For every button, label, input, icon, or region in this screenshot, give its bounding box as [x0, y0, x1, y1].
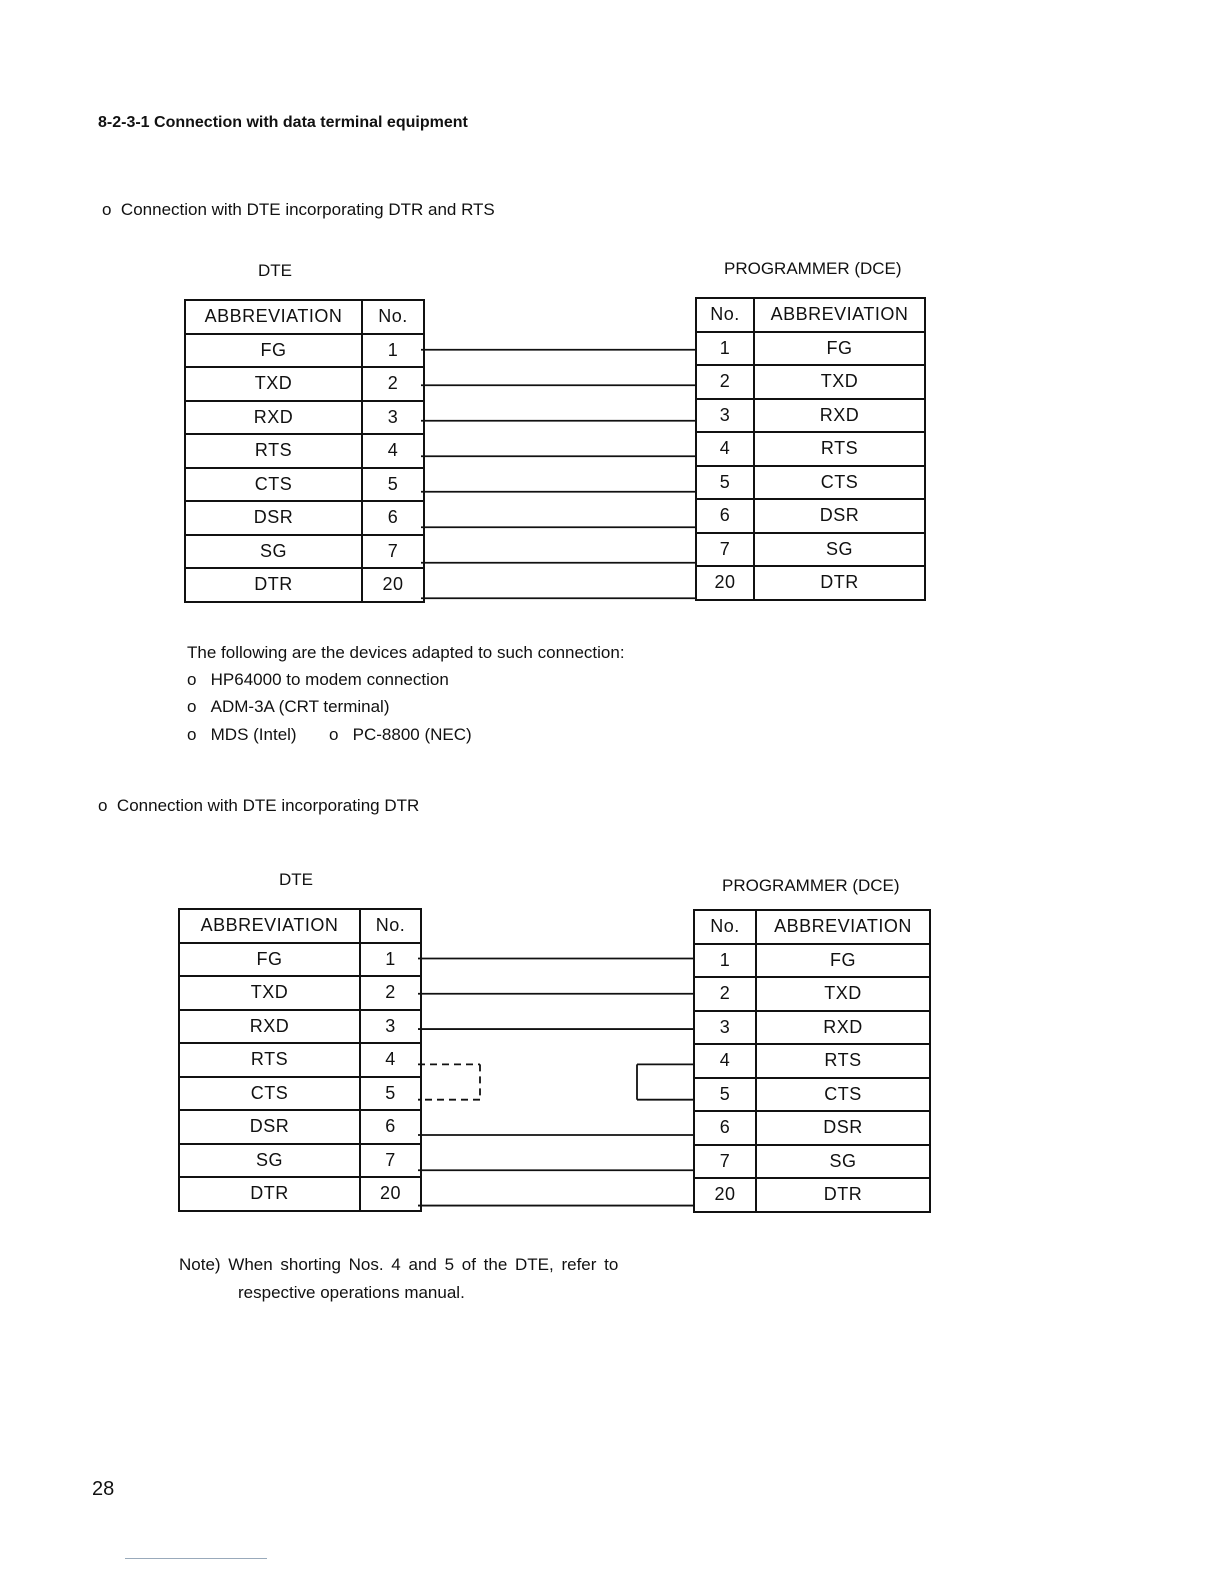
- note-line-2: respective operations manual.: [238, 1283, 465, 1302]
- cell-pin-number: 6: [694, 1111, 756, 1145]
- device-item: o PC-8800 (NEC): [329, 725, 472, 744]
- cell-abbreviation: TXD: [754, 365, 925, 399]
- cell-pin-number: 6: [696, 499, 754, 533]
- cell-pin-number: 2: [694, 977, 756, 1011]
- cell-abbreviation: RXD: [185, 401, 362, 435]
- table-row: [696, 499, 925, 533]
- cell-pin-number: 1: [362, 334, 424, 368]
- diagram-1-left-pin-table: [184, 299, 425, 603]
- table-row: [694, 1145, 930, 1179]
- cell-abbreviation: DTR: [754, 566, 925, 600]
- cell-abbreviation: RXD: [756, 1011, 930, 1045]
- device-item: o HP64000 to modem connection: [187, 670, 449, 689]
- table-row: [696, 533, 925, 567]
- cell-abbreviation: CTS: [185, 468, 362, 502]
- table-header-row: [694, 910, 930, 944]
- cell-pin-number: 5: [360, 1077, 421, 1111]
- cell-pin-number: 20: [696, 566, 754, 600]
- bullet: o: [102, 200, 112, 219]
- cell-pin-number: 2: [360, 976, 421, 1010]
- cell-abbreviation: RXD: [179, 1010, 360, 1044]
- table-row: [185, 434, 424, 468]
- table-row: [696, 432, 925, 466]
- cell-abbreviation: DSR: [179, 1110, 360, 1144]
- cell-abbreviation: DTR: [185, 568, 362, 602]
- table-row: [694, 1044, 930, 1078]
- header-abbreviation: ABBREVIATION: [756, 910, 930, 944]
- cell-abbreviation: RTS: [179, 1043, 360, 1077]
- cell-abbreviation: TXD: [756, 977, 930, 1011]
- cell-pin-number: 7: [362, 535, 424, 569]
- table-row: [694, 1011, 930, 1045]
- cell-pin-number: 2: [362, 367, 424, 401]
- table-row: [694, 1111, 930, 1145]
- page-number: 28: [92, 1478, 115, 1500]
- device-item: o MDS (Intel): [187, 725, 297, 744]
- cell-pin-number: 7: [360, 1144, 421, 1178]
- cell-abbreviation: DTR: [756, 1178, 930, 1212]
- diagram-1-right-pin-table: [695, 297, 926, 601]
- cell-pin-number: 2: [696, 365, 754, 399]
- table-row: [694, 977, 930, 1011]
- cell-pin-number: 7: [696, 533, 754, 567]
- table-row: [696, 332, 925, 366]
- cell-abbreviation: SG: [185, 535, 362, 569]
- diagram-1-left-label: DTE: [258, 261, 292, 280]
- table-header-row: [185, 300, 424, 334]
- header-abbreviation: ABBREVIATION: [754, 298, 925, 332]
- cell-pin-number: 1: [694, 944, 756, 978]
- cell-abbreviation: SG: [756, 1145, 930, 1179]
- cell-pin-number: 5: [362, 468, 424, 502]
- cell-abbreviation: RTS: [756, 1044, 930, 1078]
- cell-abbreviation: FG: [754, 332, 925, 366]
- cell-pin-number: 1: [360, 943, 421, 977]
- table-row: [694, 1178, 930, 1212]
- cell-pin-number: 20: [694, 1178, 756, 1212]
- header-abbreviation: ABBREVIATION: [179, 909, 360, 943]
- cell-abbreviation: RXD: [754, 399, 925, 433]
- cell-pin-number: 4: [694, 1044, 756, 1078]
- table-row: [179, 976, 421, 1010]
- table-row: [179, 1144, 421, 1178]
- diagram-2-caption: o Connection with DTE incorporating DTR: [98, 796, 420, 815]
- table-header-row: [179, 909, 421, 943]
- header-no: No.: [694, 910, 756, 944]
- device-item: o ADM-3A (CRT terminal): [187, 697, 390, 716]
- devices-intro: The following are the devices adapted to such connection:: [187, 643, 625, 662]
- table-row: [179, 1043, 421, 1077]
- table-row: [696, 365, 925, 399]
- cell-abbreviation: DSR: [185, 501, 362, 535]
- cell-pin-number: 4: [360, 1043, 421, 1077]
- cell-abbreviation: CTS: [756, 1078, 930, 1112]
- caption-text: Connection with DTE incorporating DTR and RTS: [120, 200, 495, 219]
- cell-abbreviation: DTR: [179, 1177, 360, 1211]
- section-title: 8-2-3-1 Connection with data terminal equipment: [98, 114, 468, 131]
- cell-pin-number: 3: [696, 399, 754, 433]
- cell-pin-number: 3: [694, 1011, 756, 1045]
- table-row: [696, 466, 925, 500]
- cell-abbreviation: RTS: [754, 432, 925, 466]
- cell-abbreviation: FG: [756, 944, 930, 978]
- cell-abbreviation: CTS: [179, 1077, 360, 1111]
- cell-abbreviation: SG: [179, 1144, 360, 1178]
- cell-abbreviation: SG: [754, 533, 925, 567]
- table-row: [694, 944, 930, 978]
- cell-pin-number: 7: [694, 1145, 756, 1179]
- table-row: [179, 1177, 421, 1211]
- cell-abbreviation: DSR: [754, 499, 925, 533]
- diagram-2-left-label: DTE: [279, 870, 313, 889]
- table-row: [185, 568, 424, 602]
- cell-pin-number: 20: [360, 1177, 421, 1211]
- table-row: [179, 943, 421, 977]
- header-no: No.: [362, 300, 424, 334]
- header-no: No.: [360, 909, 421, 943]
- cell-pin-number: 5: [696, 466, 754, 500]
- table-row: [694, 1078, 930, 1112]
- table-row: [179, 1010, 421, 1044]
- table-row: [185, 501, 424, 535]
- note-line-1: Note) When shorting Nos. 4 and 5 of the DTE, refer to: [179, 1255, 619, 1274]
- table-row: [185, 468, 424, 502]
- header-no: No.: [696, 298, 754, 332]
- cell-abbreviation: FG: [179, 943, 360, 977]
- diagram-1-right-label: PROGRAMMER (DCE): [724, 259, 902, 278]
- cell-abbreviation: DSR: [756, 1111, 930, 1145]
- table-header-row: [696, 298, 925, 332]
- table-row: [185, 334, 424, 368]
- cell-abbreviation: TXD: [179, 976, 360, 1010]
- header-abbreviation: ABBREVIATION: [185, 300, 362, 334]
- diagram-2-left-pin-table: [178, 908, 422, 1212]
- diagram-2-right-label: PROGRAMMER (DCE): [722, 876, 900, 895]
- table-row: [185, 367, 424, 401]
- cell-abbreviation: RTS: [185, 434, 362, 468]
- cell-abbreviation: FG: [185, 334, 362, 368]
- table-row: [179, 1077, 421, 1111]
- table-row: [696, 399, 925, 433]
- cell-pin-number: 4: [362, 434, 424, 468]
- diagram-2-right-pin-table: [693, 909, 931, 1213]
- table-row: [185, 401, 424, 435]
- table-row: [185, 535, 424, 569]
- cell-pin-number: 3: [360, 1010, 421, 1044]
- table-row: [179, 1110, 421, 1144]
- cell-pin-number: 20: [362, 568, 424, 602]
- table-row: [696, 566, 925, 600]
- cell-pin-number: 5: [694, 1078, 756, 1112]
- cell-pin-number: 6: [362, 501, 424, 535]
- cell-abbreviation: TXD: [185, 367, 362, 401]
- cell-abbreviation: CTS: [754, 466, 925, 500]
- cell-pin-number: 6: [360, 1110, 421, 1144]
- cell-pin-number: 1: [696, 332, 754, 366]
- cell-pin-number: 4: [696, 432, 754, 466]
- cell-pin-number: 3: [362, 401, 424, 435]
